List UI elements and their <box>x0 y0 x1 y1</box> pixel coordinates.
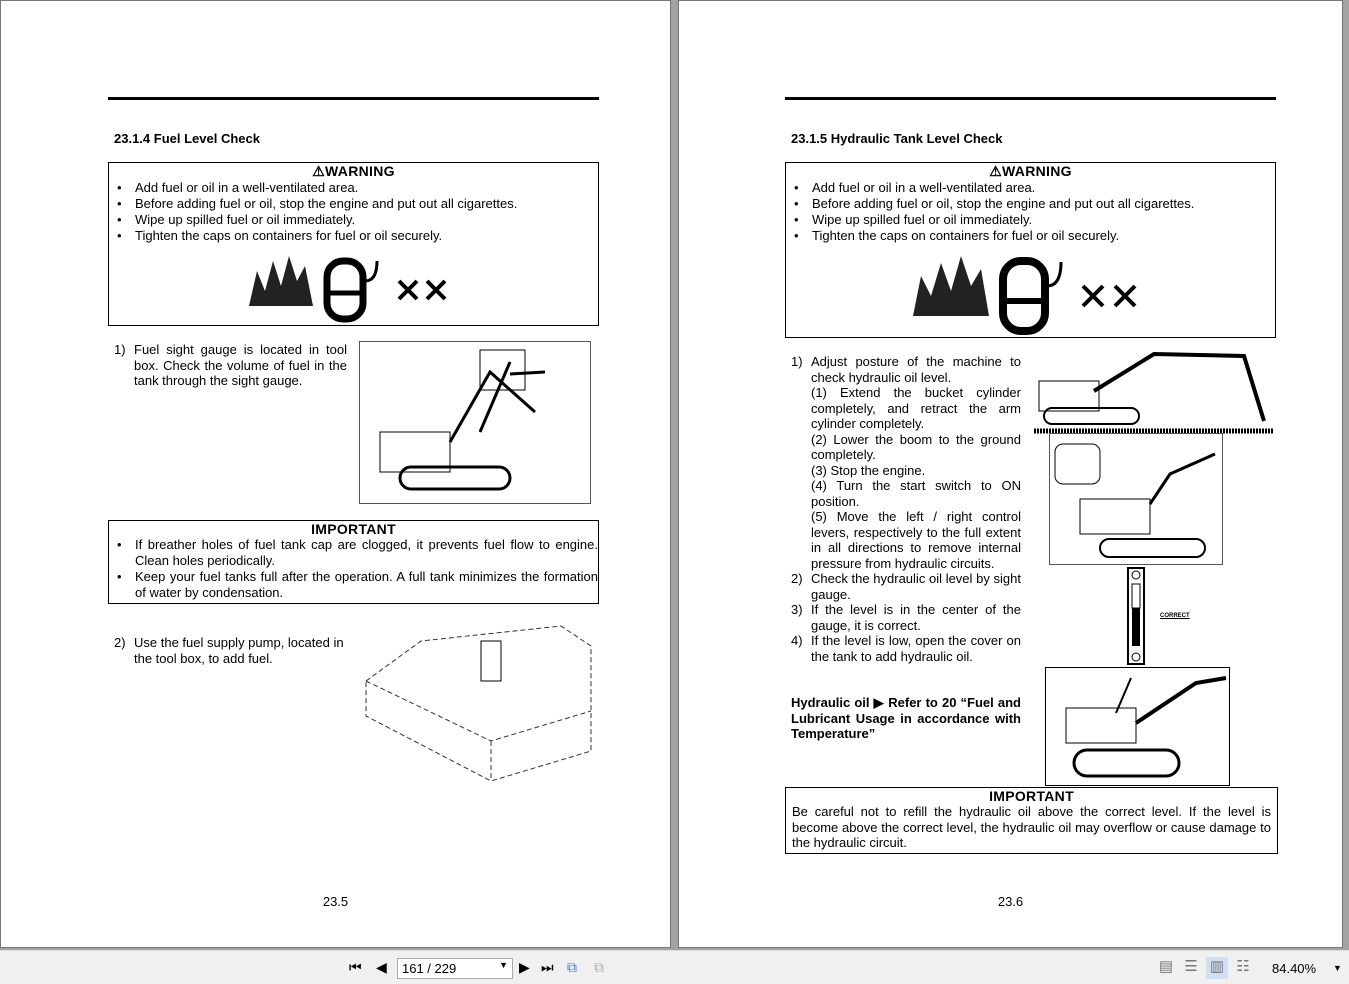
page-number: 23.5 <box>322 894 349 909</box>
pdf-navigation-toolbar <box>0 950 1349 984</box>
zoom-dropdown-icon[interactable]: ▼ <box>1333 963 1342 973</box>
warning-item: • Before adding fuel or oil, stop the engine and put out all cigarettes. <box>792 196 1275 212</box>
single-page-view-icon[interactable]: ▤ <box>1158 958 1174 975</box>
next-page-icon[interactable]: ▶ <box>519 959 530 975</box>
step: 2) Check the hydraulic oil level by sight gauge. <box>791 571 1021 602</box>
excavator-fill-figure <box>1045 667 1230 786</box>
important-item: • If breather holes of fuel tank cap are clogged, it prevents fuel flow to engine. Clean holes periodically. <box>115 537 598 569</box>
chevron-down-icon[interactable]: ▼ <box>499 960 508 970</box>
warning-item: • Tighten the caps on containers for fuel or oil securely. <box>115 228 598 244</box>
warning-box <box>108 162 599 326</box>
warning-box <box>785 162 1276 338</box>
substep: (1) Extend the bucket cylinder completely, and retract the arm cylinder completely. <box>811 385 1021 431</box>
section-heading: 23.1.5 Hydraulic Tank Level Check <box>791 131 1003 146</box>
warning-item: • Add fuel or oil in a well-ventilated area. <box>792 180 1275 196</box>
first-page-icon[interactable]: ⏮ <box>349 959 362 975</box>
steps-list <box>791 354 1021 664</box>
warning-item: • Add fuel or oil in a well-ventilated area. <box>115 180 598 196</box>
warning-item: • Wipe up spilled fuel or oil immediately. <box>115 212 598 228</box>
section-heading: 23.1.4 Fuel Level Check <box>114 131 260 146</box>
pdf-page-left <box>0 0 671 948</box>
gauge-correct-label: CORRECT <box>1160 613 1190 619</box>
substep: (3) Stop the engine. <box>811 462 926 478</box>
header-rule <box>785 97 1276 100</box>
step-1: 1) Fuel sight gauge is located in tool box. Check the volume of fuel in the tank through the sight gauge. <box>114 342 347 388</box>
important-box <box>108 520 599 604</box>
continuous-facing-view-icon[interactable]: ☷ <box>1236 958 1250 975</box>
warning-item: • Tighten the caps on containers for fuel or oil securely. <box>792 228 1275 244</box>
previous-view-icon[interactable]: ⧉ <box>567 959 577 975</box>
zoom-level[interactable]: 84.40% <box>1272 961 1317 976</box>
step: 4) If the level is low, open the cover on the tank to add hydraulic oil. <box>791 633 1021 664</box>
page-number: 23.6 <box>997 894 1024 909</box>
header-rule <box>108 97 599 100</box>
page-number-field[interactable]: 161 / 229 ▼ <box>397 958 513 979</box>
step: 1) Adjust posture of the machine to check hydraulic oil level. <box>791 354 1021 385</box>
important-box <box>785 787 1278 854</box>
important-title: IMPORTANT <box>311 521 396 537</box>
excavator-gauge-location-figure <box>1049 433 1223 565</box>
fuel-pump-toolbox-figure <box>361 621 596 786</box>
hydraulic-oil-note: Hydraulic oil ▶ Refer to 20 “Fuel and Lubricant Usage in accordance with Temperature” <box>791 695 1021 741</box>
important-title: IMPORTANT <box>989 788 1074 804</box>
warning-title: ⚠WARNING <box>989 163 1072 179</box>
excavator-fuel-gauge-figure <box>359 341 591 504</box>
last-page-icon[interactable]: ⏭ <box>541 959 554 975</box>
previous-page-icon[interactable]: ◀ <box>376 959 387 975</box>
warning-triangle-icon: ⚠ <box>312 163 326 179</box>
warning-title: ⚠WARNING <box>312 163 395 179</box>
step: 3) If the level is in the center of the gauge, it is correct. <box>791 602 1021 633</box>
pdf-page-right <box>678 0 1343 948</box>
fire-fuel-no-smoking-icon <box>911 251 1161 335</box>
excavator-posture-figure <box>1034 346 1279 436</box>
important-item: • Keep your fuel tanks full after the operation. A full tank minimizes the formation of water by condensation. <box>115 569 598 601</box>
important-text: Be careful not to refill the hydraulic oil above the correct level. If the level is become above the correct level, the hydraulic oil may overflow or cause damage to the hydraulic circuit. <box>792 804 1271 850</box>
step-2: 2) Use the fuel supply pump, located in the tool box, to add fuel. <box>114 635 344 666</box>
substep: (2) Lower the boom to the ground completely. <box>811 431 1021 462</box>
continuous-view-icon[interactable]: ☰ <box>1184 958 1198 975</box>
substep: (4) Turn the start switch to ON position. <box>811 478 1021 509</box>
warning-triangle-icon: ⚠ <box>989 163 1003 179</box>
fire-fuel-no-smoking-icon <box>247 251 467 323</box>
facing-view-icon[interactable]: ▥ <box>1206 957 1228 979</box>
next-view-icon[interactable]: ⧉ <box>594 959 604 975</box>
warning-item: • Wipe up spilled fuel or oil immediately. <box>792 212 1275 228</box>
substep: (5) Move the left / right control levers, respectively to the full extent in all directions to remove internal pressure from hydraulic circuits. <box>811 509 1021 571</box>
warning-item: • Before adding fuel or oil, stop the engine and put out all cigarettes. <box>115 196 598 212</box>
